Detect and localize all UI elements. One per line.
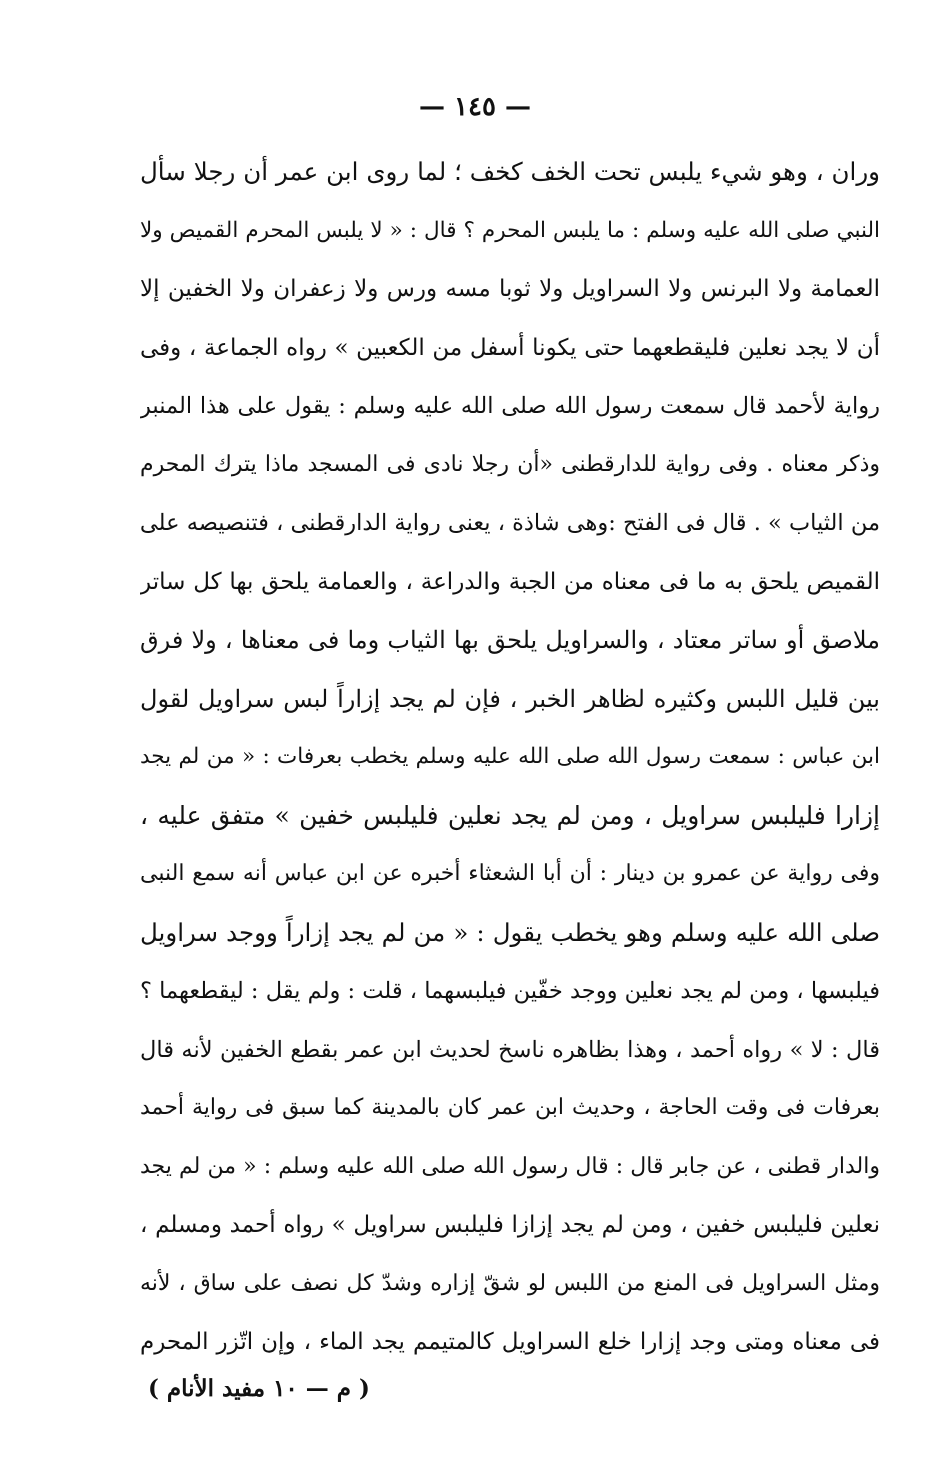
footer-signature: ( م — ١٠ مفيد الأنام ) [148, 1375, 370, 1402]
text-line: القميص يلحق به ما فى معناه من الجبة والدراعة ، والعمامة يلحق بها كل ساتر [140, 568, 880, 595]
page-number: — ١٤٥ — [418, 92, 532, 122]
text-line: فيلبسها ، ومن لم يجد نعلين ووجد خفّين فيلبسهما ، قلت : ولم يقل : ليقطعهما ؟ [140, 978, 880, 1004]
text-line: فى معناه ومتى وجد إزارا خلع السراويل كالمتيمم يجد الماء ، وإن اتّزر المحرم [140, 1329, 880, 1355]
text-line: النبي صلى الله عليه وسلم : ما يلبس المحرم ؟ قال : « لا يلبس المحرم القميص ولا [140, 217, 880, 243]
text-line: وفى رواية عن عمرو بن دينار : أن أبا الشعثاء أخبره عن ابن عباس أنه سمع النبى [140, 861, 880, 886]
text-line: وران ، وهو شيء يلبس تحت الخف كخف ؛ لما روى ابن عمر أن رجلا سأل [140, 157, 880, 186]
text-line: ملاصق أو ساتر معتاد ، والسراويل يلحق بها الثياب وما فى معناها ، ولا فرق [140, 626, 880, 654]
text-line: العمامة ولا البرنس ولا السراويل ولا ثوبا مسه ورس ولا زعفران ولا الخفين إلا [140, 276, 880, 302]
text-line: إزارا فليلبس سراويل ، ومن لم يجد نعلين فليلبس خفين » متفق عليه ، [140, 800, 880, 830]
text-line: بعرفات فى وقت الحاجة ، وحديث ابن عمر كان بالمدينة كما سبق فى رواية أحمد [140, 1095, 880, 1120]
text-line: ومثل السراويل فى المنع من اللبس لو شقّ إزاره وشدّ كل نصف على ساق ، لأنه [140, 1270, 880, 1296]
text-line: أن لا يجد نعلين فليقطعهما حتى يكونا أسفل من الكعبين » رواه الجماعة ، وفى [140, 334, 880, 361]
text-line: والدار قطنى ، عن جابر قال : قال رسول الله صلى الله عليه وسلم : « من لم يجد [140, 1153, 880, 1179]
text-line: نعلين فليلبس خفين ، ومن لم يجد إزازا فليلبس سراويل » رواه أحمد ومسلم ، [140, 1212, 880, 1238]
text-line: وذكر معناه . وفى رواية للدارقطنى «أن رجلا نادى فى المسجد ماذا يترك المحرم [140, 451, 880, 477]
text-line: بين قليل اللبس وكثيره لظاهر الخبر ، فإن لم يجد إزاراً لبس سراويل لقول [140, 684, 880, 713]
text-line: صلى الله عليه وسلم وهو يخطب يقول : « من لم يجد إزاراً ووجد سراويل [140, 917, 880, 947]
text-line: ابن عباس : سمعت رسول الله صلى الله عليه وسلم يخطب بعرفات : « من لم يجد [140, 744, 880, 769]
text-line: من الثياب » . قال فى الفتح :وهى شاذة ، يعنى رواية الدارقطنى ، فتنصيصه على [140, 510, 880, 536]
body-text [140, 143, 880, 1372]
text-line: قال : لا » رواه أحمد ، وهذا بظاهره ناسخ لحديث ابن عمر بقطع الخفين لأنه قال [140, 1036, 880, 1063]
text-line: رواية لأحمد قال سمعت رسول الله صلى الله عليه وسلم : يقول على هذا المنبر [140, 393, 880, 419]
